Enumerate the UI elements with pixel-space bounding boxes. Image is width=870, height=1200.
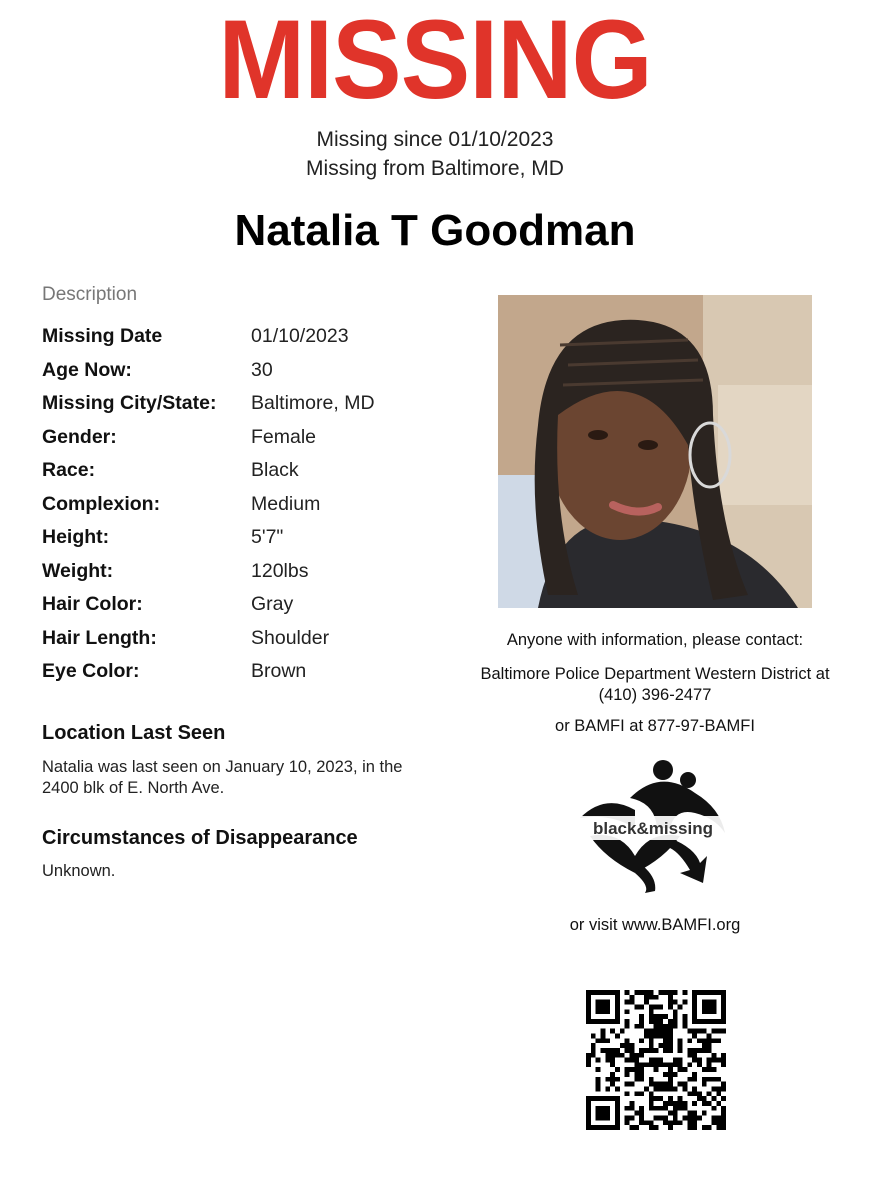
- detail-label: Missing City/State:: [42, 392, 217, 415]
- detail-value: Medium: [251, 492, 321, 515]
- detail-label: Hair Color:: [42, 593, 143, 616]
- detail-row: [42, 320, 462, 354]
- contact-department: Baltimore Police Department Western District at: [480, 665, 830, 683]
- detail-value: Gray: [251, 593, 294, 616]
- detail-value: Baltimore, MD: [251, 392, 375, 415]
- detail-row: [42, 588, 462, 622]
- person-name: Natalia T Goodman: [234, 206, 636, 255]
- detail-value: 01/10/2023: [251, 325, 349, 348]
- detail-row: [42, 555, 462, 589]
- detail-row: [42, 421, 462, 455]
- logo-text: black&missing: [593, 819, 713, 838]
- detail-value: 5'7": [251, 526, 284, 549]
- detail-value: Black: [251, 459, 299, 482]
- detail-label: Weight:: [42, 559, 114, 582]
- detail-row: [42, 488, 462, 522]
- detail-value: 120lbs: [251, 559, 309, 582]
- circumstances-body: Unknown.: [42, 862, 116, 880]
- contact-phone: (410) 396-2477: [598, 686, 712, 704]
- detail-label: Age Now:: [42, 358, 132, 381]
- detail-row: [42, 655, 462, 689]
- missing-from: Missing from Baltimore, MD: [306, 157, 564, 180]
- detail-label: Hair Length:: [42, 626, 157, 649]
- detail-value: Female: [251, 425, 317, 448]
- detail-row: [42, 454, 462, 488]
- detail-label: Race:: [42, 459, 96, 482]
- detail-value: 30: [251, 358, 273, 381]
- details-list: [42, 320, 462, 689]
- location-body: Natalia was last seen on January 10, 2023, in the 2400 blk of E. North Ave.: [42, 758, 403, 797]
- detail-row: [42, 387, 462, 421]
- detail-label: Eye Color:: [42, 660, 140, 683]
- detail-label: Gender:: [42, 425, 117, 448]
- detail-row: [42, 622, 462, 656]
- description-heading: Description: [42, 284, 138, 305]
- black-and-missing-logo: [575, 758, 735, 893]
- detail-label: Complexion:: [42, 492, 161, 515]
- contact-visit: or visit www.BAMFI.org: [569, 916, 741, 934]
- contact-bamfi-phone: or BAMFI at 877-97-BAMFI: [555, 717, 755, 735]
- contact-intro: Anyone with information, please contact:: [506, 631, 804, 649]
- detail-label: Height:: [42, 526, 110, 549]
- qr-code: [586, 990, 726, 1130]
- detail-label: Missing Date: [42, 325, 163, 348]
- detail-value: Shoulder: [251, 626, 330, 649]
- missing-headline: MISSING: [218, 0, 652, 122]
- missing-person-photo: [498, 295, 812, 608]
- location-title: Location Last Seen: [42, 722, 226, 744]
- detail-row: [42, 521, 462, 555]
- circumstances-title: Circumstances of Disappearance: [42, 827, 358, 849]
- detail-row: [42, 354, 462, 388]
- detail-value: Brown: [251, 660, 307, 683]
- missing-since: Missing since 01/10/2023: [316, 128, 554, 151]
